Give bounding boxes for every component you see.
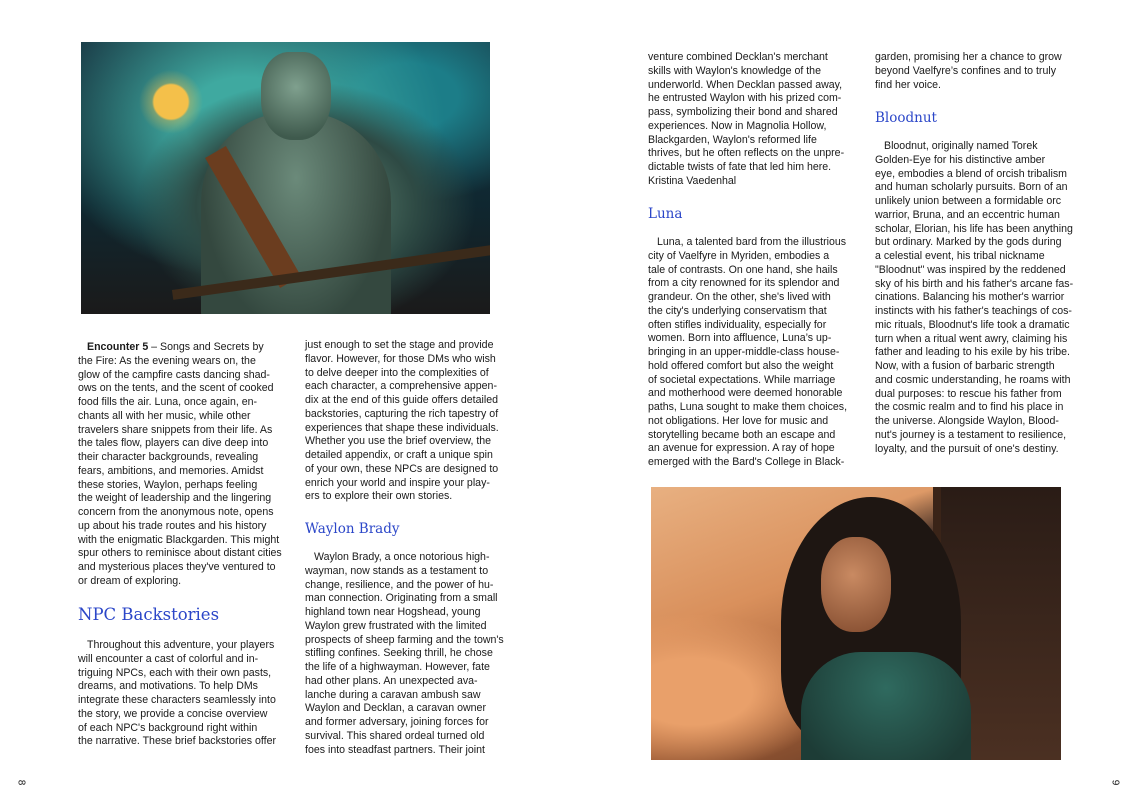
text-line: lanche during a caravan ambush saw: [305, 688, 481, 701]
waylon-paragraph-continued: [648, 51, 844, 189]
text-line: each character, a comprehensive appen-: [305, 380, 497, 393]
text-line: experiences. Now in Magnolia Hollow,: [648, 119, 827, 132]
text-line: father and leading to his exile by his tribe.: [875, 346, 1070, 359]
text-line: often stifles individuality, especially for: [648, 318, 827, 331]
text-line: find her voice.: [875, 78, 941, 91]
text-line: mic rituals, Bloodnut's life took a dramatic: [875, 318, 1070, 331]
text-line: and former adversary, joining forces for: [305, 716, 489, 728]
text-line: dictable twists of fate that led him here.: [648, 161, 832, 173]
page-number-left: 8: [15, 779, 27, 786]
text-line: change, resilience, and the power of hu-: [305, 578, 494, 591]
luna-dress-shape: [801, 652, 971, 760]
text-line: the tales flow, players can dive deep into: [78, 437, 269, 450]
luna-paragraph-continued: [875, 51, 1062, 92]
text-line: chants all with her music, while other: [78, 409, 251, 422]
luna-paragraph: [648, 236, 847, 470]
bloodnut-heading: Bloodnut: [875, 110, 937, 126]
text-line: the narrative. These brief backstories offer: [78, 735, 277, 748]
text-line: and human scholarly pursuits. Born of an: [875, 181, 1068, 194]
text-line: Waylon and Decklan, a caravan owner: [305, 702, 486, 715]
text-line: and cosmic understanding, he roams with: [875, 373, 1071, 386]
text-line: flavor. However, for those DMs who wish: [305, 352, 496, 365]
text-line: Waylon Brady, a once notorious high-: [314, 551, 490, 563]
waylon-paragraph: [305, 551, 504, 757]
text-line: he entrusted Waylon with his prized com-: [648, 92, 842, 105]
text-line: highland town near Hogshead, young: [305, 606, 481, 618]
text-line: spur others to reminisce about distant cities: [78, 547, 282, 560]
text-line: the cosmic realm and to find his place in: [875, 401, 1064, 414]
text-line: instincts with his father's teachings of cos-: [875, 305, 1072, 317]
text-line: Bloodnut, originally named Torek: [884, 140, 1038, 152]
text-line: Now, with a fusion of barbaric strength: [875, 360, 1055, 372]
luna-heading: Luna: [648, 206, 683, 222]
text-line: detailed appendix, or craft a unique spin: [305, 449, 493, 461]
text-line: Throughout this adventure, your players: [87, 639, 275, 651]
text-line: venture combined Decklan's merchant: [648, 51, 828, 63]
text-line: a celestial event, his tribal nickname: [875, 250, 1045, 262]
text-line: storytelling became both an escape and: [648, 428, 836, 441]
text-line: women. Born into affluence, Luna’s up-: [648, 332, 832, 345]
text-line: triguing NPCs, each with their own pasts,: [78, 666, 272, 679]
text-line: experiences that shape these individuals.: [305, 421, 499, 434]
text-line: emerged with the Bard's College in Black-: [648, 456, 845, 468]
text-line: wayman, now stands as a testament to: [305, 564, 489, 577]
text-line: dual purposes: to rescue his father from: [875, 387, 1062, 400]
text-line: enrich your world and inspire your play-: [305, 476, 490, 489]
text-line: the life of a highwayman. However, fate: [305, 661, 490, 673]
bloodnut-paragraph: [875, 140, 1073, 456]
text-line: survival. This shared ordeal turned old: [305, 729, 485, 742]
text-line: food fills the air. Luna, once again, en-: [78, 396, 258, 408]
text-line: the Fire: As the evening wears on, the: [78, 354, 256, 367]
luna-bard-illustration: [651, 487, 1061, 760]
npc-backstories-heading: NPC Backstories: [78, 605, 220, 624]
text-line: and mysterious places they've ventured to: [78, 561, 276, 573]
text-line: glow of the campfire casts dancing shad-: [78, 368, 270, 381]
text-line: stifling confines. Seeking thrill, he chose: [305, 647, 493, 660]
text-line: tale of contrasts. On one hand, she hails: [648, 263, 838, 276]
text-line: or dream of exploring.: [78, 574, 182, 587]
text-line: the story, we provide a concise overview: [78, 707, 268, 720]
text-line: pass, symbolizing their bond and shared: [648, 106, 838, 118]
orc-head-shape: [261, 52, 331, 140]
text-line: garden, promising her a chance to grow: [875, 51, 1062, 63]
text-line: an avenue for expression. A ray of hope: [648, 442, 835, 455]
text-line: beyond Vaelfyre’s confines and to truly: [875, 64, 1056, 77]
text-line: the city's underlying conservatism that: [648, 304, 827, 317]
text-line: will encounter a cast of colorful and in-: [78, 652, 259, 665]
text-line: had other plans. An unexpected ava-: [305, 674, 478, 687]
encounter-lines: [78, 355, 282, 589]
text-line: the weight of leadership and the lingering: [78, 492, 272, 505]
text-line: loyalty, and the pursuit of one's destiny.: [875, 442, 1059, 455]
text-line: nut's journey is a testament to resilience,: [875, 428, 1067, 441]
encounter-lead: Encounter 5: [87, 341, 149, 353]
text-line: unlikely union between a formidable orc: [875, 195, 1062, 207]
text-line: integrate these characters seamlessly into: [78, 694, 276, 706]
text-line: ers to explore their own stories.: [305, 490, 453, 503]
text-line: not obligations. Her love for music and: [648, 414, 829, 427]
text-line: of each NPC's background right within: [78, 721, 258, 734]
text-line: city of Vaelfyre in Myriden, embodies a: [648, 249, 830, 262]
text-line: fears, ambitions, and memories. Amidst: [78, 464, 264, 477]
text-line: grandeur. On the other, she's lived with: [648, 291, 831, 303]
text-line: thrives, but he often reflects on the unpre-: [648, 147, 845, 160]
text-line: underworld. When Decklan passed away,: [648, 78, 843, 91]
text-line: these stories, Waylon, perhaps feeling: [78, 478, 258, 491]
text-line: Waylon grew frustrated with the limited: [305, 619, 487, 632]
text-line: Whether you use the brief overview, the: [305, 435, 492, 448]
text-line: scholar, Elorian, his life has been anything: [875, 222, 1073, 235]
text-line: the universe. Alongside Waylon, Blood-: [875, 415, 1059, 427]
text-line: but ordinary. Marked by the gods during: [875, 236, 1062, 249]
text-line: concern from the anonymous note, opens: [78, 506, 274, 518]
luna-face-shape: [821, 537, 891, 632]
npc-intro-paragraph: [78, 639, 276, 749]
text-line: up about his trade routes and his history: [78, 519, 267, 532]
text-line: to delve deeper into the complexities of: [305, 366, 489, 379]
encounter-first-line: [78, 341, 282, 355]
text-line: and motherhood were deemed honorable: [648, 387, 843, 400]
text-line: turn when a ritual went awry, claiming his: [875, 332, 1068, 345]
text-line: dreams, and motivations. To help DMs: [78, 680, 258, 693]
text-line: bringing in an upper-middle-class house-: [648, 346, 840, 358]
text-line: "Bloodnut" was inspired by the reddened: [875, 263, 1066, 276]
text-line: Blackgarden, Waylon's reformed life: [648, 133, 817, 146]
text-line: ows on the tents, and the scent of cooked: [78, 382, 274, 395]
text-line: with the enigmatic Blackgarden. This might: [78, 533, 280, 546]
text-line: sky of his birth and his father's arcane fas-: [875, 277, 1074, 290]
text-line: warrior, Bruna, and an eccentric human: [875, 208, 1060, 221]
text-line: Golden-Eye for his distinctive amber: [875, 153, 1046, 166]
text-line: paths, Luna sought to make them choices,: [648, 401, 848, 413]
text-line: of your own, these NPCs are designed to: [305, 462, 499, 475]
text-line: Kristina Vaedenhal: [648, 174, 737, 187]
text-line: eye, embodies a blend of orcish tribalism: [875, 167, 1067, 180]
orc-warrior-illustration: [81, 42, 490, 314]
waylon-brady-heading: Waylon Brady: [305, 521, 400, 537]
text-line: just enough to set the stage and provide: [305, 339, 494, 351]
text-line: hold offered comfort but also the weight: [648, 359, 834, 372]
text-line: backstories, capturing the rich tapestry of: [305, 407, 499, 420]
text-line: skills with Waylon's knowledge of the: [648, 64, 821, 77]
text-line: prospects of sheep farming and the town's: [305, 633, 504, 646]
text-line: dix at the end of this guide offers detailed: [305, 394, 498, 406]
text-line: from a city renowned for its splendor and: [648, 277, 840, 290]
text-line: Luna, a talented bard from the illustrious: [657, 236, 847, 248]
text-line: their character backgrounds, revealing: [78, 451, 259, 463]
text-line: cinations. Balancing his mother's warrior: [875, 291, 1065, 304]
encounter-paragraph: [78, 341, 282, 589]
page-number-right: 9: [1109, 779, 1121, 786]
text-line: travelers share snippets from their life. As: [78, 423, 273, 436]
text-line: of societal expectations. While marriage: [648, 373, 836, 386]
text-line: man connection. Originating from a small: [305, 592, 498, 605]
text-line: foes into steadfast partners. Their joint: [305, 743, 485, 756]
encounter-line: – Songs and Secrets by: [148, 341, 264, 353]
npc-intro-paragraph-continued: [305, 339, 499, 504]
